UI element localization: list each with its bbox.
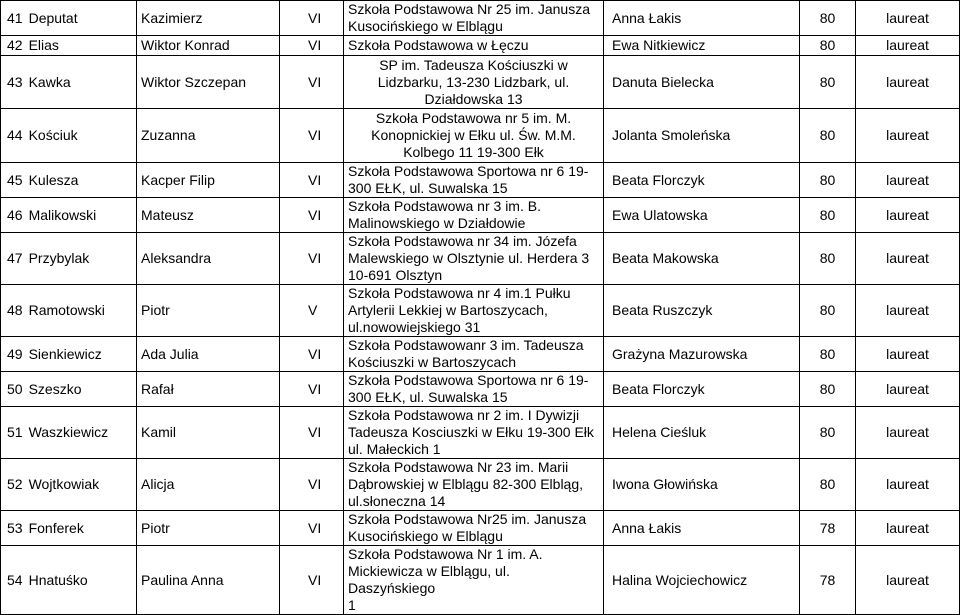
result: laureat (856, 233, 960, 285)
table-row (1, 459, 960, 511)
school-line: 1 (348, 597, 356, 613)
last-name: Wojtkowiak (28, 476, 100, 492)
school-line: Szkoła Podstawowanr 3 im. Tadeusza (348, 337, 584, 353)
result: laureat (856, 163, 960, 198)
school-line: Szkoła Podstawowa w Łęczu (348, 37, 529, 53)
school-line: Szkoła Podstawowa Sportowa nr 6 19- (348, 372, 589, 388)
last-name: Fonferek (28, 519, 84, 536)
teacher-name: Beata Ruszczyk (604, 285, 800, 337)
first-name: Mateusz (137, 198, 280, 233)
table-row (1, 56, 960, 109)
table-body (1, 1, 960, 615)
teacher-name: Helena Cieśluk (604, 407, 800, 459)
last-name: Szeszko (28, 380, 82, 397)
table-row (1, 163, 960, 198)
class-level: VI (280, 56, 344, 109)
row-number: 49 (7, 345, 23, 362)
row-number: 46 (7, 206, 23, 223)
name-cell (1, 163, 137, 198)
first-name: Wiktor Konrad (137, 36, 280, 56)
class-level: VI (280, 1, 344, 36)
school-line: Szkoła Podstawowa nr 5 im. M. (375, 110, 572, 126)
class-level: VI (280, 36, 344, 56)
teacher-name: Halina Wojciechowicz (604, 546, 800, 615)
school-line: SP im. Tadeusza Kościuszki w (379, 56, 568, 73)
school-line: Artylerii Lekkiej w Bartoszycach, (348, 302, 548, 318)
table-row (1, 285, 960, 337)
first-name: Ada Julia (137, 337, 280, 372)
name-cell (1, 459, 137, 511)
class-level: VI (280, 337, 344, 372)
table-row (1, 233, 960, 285)
last-name: Malikowski (28, 206, 97, 223)
table-row (1, 36, 960, 56)
name-cell (1, 56, 137, 109)
row-number: 45 (7, 171, 23, 188)
first-name: Paulina Anna (137, 546, 280, 615)
table-row (1, 198, 960, 233)
class-level: VI (280, 511, 344, 546)
row-number: 54 (7, 571, 23, 588)
name-cell (1, 407, 137, 459)
name-cell (1, 233, 137, 285)
first-name: Kacper Filip (137, 163, 280, 198)
name-cell (1, 337, 137, 372)
school-line: Szkoła Podstawowa Nr 23 im. Marii (348, 459, 569, 475)
table-row (1, 109, 960, 163)
name-cell (1, 109, 137, 163)
first-name: Zuzanna (137, 109, 280, 163)
teacher-name: Anna Łakis (604, 511, 800, 546)
result: laureat (856, 337, 960, 372)
school-line: Szkoła Podstawowa nr 2 im. I Dywizji (348, 407, 580, 423)
first-name: Rafał (137, 372, 280, 407)
school-cell (344, 198, 604, 233)
school-line: Dąbrowskiej w Elblągu 82-300 Elbląg, (348, 476, 584, 492)
school-cell (344, 407, 604, 459)
school-line: Kusocińskiego w Elblągu (348, 528, 503, 544)
school-line: ul.nowowiejskiego 31 (348, 319, 481, 335)
last-name: Kościuk (28, 127, 78, 143)
row-number: 42 (7, 37, 23, 53)
row-number: 47 (7, 250, 23, 266)
points: 80 (800, 233, 856, 285)
points: 80 (800, 109, 856, 163)
points: 80 (800, 285, 856, 337)
row-number: 41 (7, 9, 23, 26)
result: laureat (856, 407, 960, 459)
school-line: ul.słoneczna 14 (348, 493, 446, 509)
school-line: 10-691 Olsztyn (348, 267, 443, 283)
name-cell (1, 511, 137, 546)
last-name: Waszkiewicz (28, 424, 109, 440)
school-line: Szkoła Podstawowa nr 4 im.1 Pułku (348, 285, 571, 301)
points: 80 (800, 163, 856, 198)
result: laureat (856, 1, 960, 36)
table-row (1, 337, 960, 372)
first-name: Alicja (137, 459, 280, 511)
table-row (1, 511, 960, 546)
row-number: 43 (7, 73, 23, 90)
points: 80 (800, 337, 856, 372)
name-cell (1, 1, 137, 36)
teacher-name: Beata Florczyk (604, 163, 800, 198)
name-cell (1, 36, 137, 56)
last-name: Przybylak (28, 250, 90, 266)
first-name: Kamil (137, 407, 280, 459)
result: laureat (856, 459, 960, 511)
row-number: 48 (7, 302, 23, 318)
school-line: Tadeusza Kosciuszki w Ełku 19-300 Ełk (348, 424, 594, 440)
points: 80 (800, 56, 856, 109)
result: laureat (856, 372, 960, 407)
class-level: VI (280, 198, 344, 233)
class-level: V (280, 285, 344, 337)
school-cell (344, 163, 604, 198)
school-cell (344, 56, 604, 109)
school-cell (344, 36, 604, 56)
last-name: Deputat (28, 9, 78, 26)
teacher-name: Beata Makowska (604, 233, 800, 285)
teacher-name: Grażyna Mazurowska (604, 337, 800, 372)
teacher-name: Danuta Bielecka (604, 56, 800, 109)
school-line: Malinowskiego w Działdowie (348, 215, 526, 231)
points: 78 (800, 511, 856, 546)
school-line: Szkoła Podstawowa nr 3 im. B. (348, 198, 541, 214)
school-cell (344, 459, 604, 511)
school-cell (344, 372, 604, 407)
school-line: Szkoła Podstawowa Sportowa nr 6 19- (348, 163, 589, 179)
result: laureat (856, 36, 960, 56)
first-name: Wiktor Szczepan (137, 56, 280, 109)
teacher-name: Iwona Głowińska (604, 459, 800, 511)
last-name: Sienkiewicz (28, 345, 102, 362)
class-level: VI (280, 233, 344, 285)
school-line: Kolbego 11 19-300 Ełk (403, 144, 544, 160)
points: 78 (800, 546, 856, 615)
name-cell (1, 285, 137, 337)
first-name: Piotr (137, 285, 280, 337)
result: laureat (856, 511, 960, 546)
table-row (1, 407, 960, 459)
school-line: Kusocińskiego w Elblągu (348, 18, 503, 34)
row-number: 50 (7, 380, 23, 397)
class-level: VI (280, 109, 344, 163)
school-line: Szkoła Podstawowa Nr 25 im. Janusza (348, 1, 590, 17)
first-name: Kazimierz (137, 1, 280, 36)
result: laureat (856, 285, 960, 337)
points: 80 (800, 36, 856, 56)
school-line: Malewskiego w Olsztynie ul. Herdera 3 (348, 250, 590, 266)
teacher-name: Ewa Nitkiewicz (604, 36, 800, 56)
school-line: Konopnickiej w Ełku ul. Św. M.M. (371, 127, 576, 143)
school-cell (344, 546, 604, 615)
school-line: Szkoła Podstawowa nr 34 im. Józefa (348, 233, 577, 249)
points: 80 (800, 407, 856, 459)
class-level: VI (280, 546, 344, 615)
last-name: Kulesza (28, 171, 79, 188)
school-line: ul. Małeckich 1 (348, 441, 441, 457)
result: laureat (856, 198, 960, 233)
row-number: 44 (7, 127, 23, 143)
table-row (1, 372, 960, 407)
school-line: Szkoła Podstawowa Nr 1 im. A. (348, 546, 543, 562)
school-cell (344, 233, 604, 285)
last-name: Elias (28, 37, 59, 53)
school-cell (344, 109, 604, 163)
last-name: Ramotowski (28, 302, 105, 318)
school-cell (344, 337, 604, 372)
table-row (1, 546, 960, 615)
school-line: 300 EŁK, ul. Suwalska 15 (348, 389, 508, 405)
points: 80 (800, 459, 856, 511)
school-line: 300 EŁK, ul. Suwalska 15 (348, 180, 508, 196)
class-level: VI (280, 372, 344, 407)
first-name: Piotr (137, 511, 280, 546)
result: laureat (856, 109, 960, 163)
result: laureat (856, 546, 960, 615)
school-line: Mickiewicza w Elblągu, ul. Daszyńskiego (348, 563, 510, 596)
teacher-name: Jolanta Smoleńska (604, 109, 800, 163)
table-row (1, 1, 960, 36)
teacher-name: Anna Łakis (604, 1, 800, 36)
last-name: Hnatuśko (28, 571, 88, 588)
school-line: Szkoła Podstawowa Nr25 im. Janusza (348, 511, 587, 527)
row-number: 52 (7, 476, 23, 492)
school-cell (344, 285, 604, 337)
class-level: VI (280, 407, 344, 459)
points: 80 (800, 198, 856, 233)
row-number: 53 (7, 519, 23, 536)
last-name: Kawka (28, 73, 71, 90)
points: 80 (800, 1, 856, 36)
first-name: Aleksandra (137, 233, 280, 285)
points: 80 (800, 372, 856, 407)
class-level: VI (280, 163, 344, 198)
teacher-name: Beata Florczyk (604, 372, 800, 407)
name-cell (1, 198, 137, 233)
school-cell (344, 511, 604, 546)
teacher-name: Ewa Ulatowska (604, 198, 800, 233)
name-cell (1, 372, 137, 407)
school-line: Lidzbarku, 13-230 Lidzbark, ul. (377, 73, 570, 90)
class-level: VI (280, 459, 344, 511)
school-cell (344, 1, 604, 36)
name-cell (1, 546, 137, 615)
school-line: Kościuszki w Bartoszycach (348, 354, 517, 370)
row-number: 51 (7, 424, 23, 440)
school-line: Działdowska 13 (424, 90, 523, 107)
result: laureat (856, 56, 960, 109)
